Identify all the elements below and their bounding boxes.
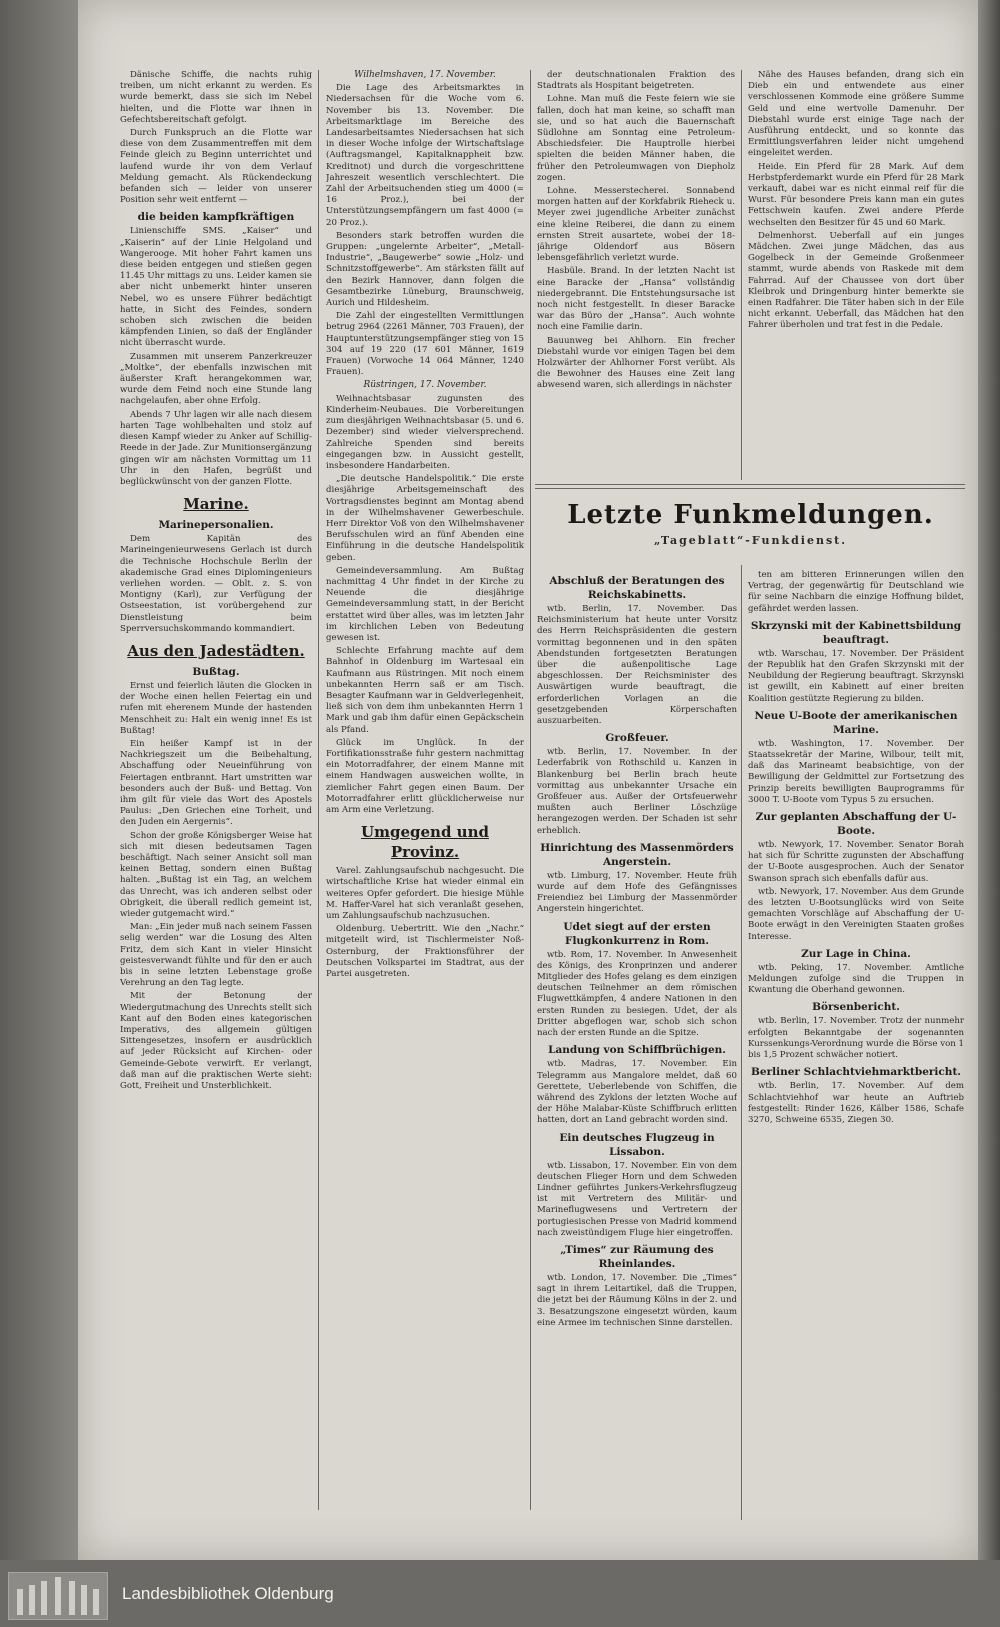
library-name[interactable]: Landesbibliothek Oldenburg: [122, 1584, 334, 1603]
paragraph: wtb. Newyork, 17. November. Aus dem Grunde des letzten U-Bootsunglücks wird von Seite gemachten Vorschläge auf Abschaffung der U-Boote erwägt in den Vereinigten Staaten großes Interesse.: [748, 886, 964, 942]
paragraph: Man: „Ein jeder muß nach seinem Fassen selig werden“ war die Losung des Alten Fritz, dem sich Kant in vieler Hinsicht geistesverwandt fühlte und für den er auch bis in seine letzten Lebenstage große Verehrung an den Tag legte.: [120, 922, 312, 989]
paragraph: Lohne. Messerstecherei. Sonnabend morgen hatten auf der Korkfabrik Rieheck u. Meyer zwei jugendliche Arbeiter zunächst eine kleine Reiberei, die dann zu einem ernsten Streit ausartete, wobei der 18-jährige Oldendorf aus Bösern lebensgefährlich verletzt wurde.: [537, 186, 735, 264]
paragraph: der deutschnationalen Fraktion des Stadtrats als Hospitant beigetreten.: [537, 70, 735, 92]
paragraph: Bauunweg bei Ahlhorn. Ein frecher Diebstahl wurde vor einigen Tagen bei dem Holzwärter der Ahlhorner Forst verübt. Als die Bewohner des Hauses eine Zeit lang abwesend waren, sich allerdings in nächster: [537, 335, 735, 391]
paragraph: wtb. Peking, 17. November. Amtliche Meldungen zufolge sind die Truppen in Kwantung die Oberhand gewonnen.: [748, 962, 964, 996]
paragraph: Die Lage des Arbeitsmarktes in Niedersachsen für die Woche vom 6. November bis 13. November. Die Arbeitsmarktlage im Bereiche des Landesarbeitsamtes Niedersachsen hat sich in dieser Woche infolge der Wirtschaftslage (Auftragsmangel, Kapitalknappheit bzw. Kreditnot) und durch die vorgeschrittene Jahreszeit wesentlich verschlechtert. Die Zahl der Arbeitsuchenden stieg um 4000 (= 16 Proz.), bei der Unterstützungsempfängern um fast 4000 (= 20 Proz.).: [326, 83, 524, 228]
subheading: Bußtag.: [192, 665, 240, 678]
paragraph: Heide. Ein Pferd für 28 Mark. Auf dem Herbstpferdemarkt wurde ein Pferd für 28 Mark verkauft, dabei war es nicht einmal reif für die Wurst. Für besondere Preis kann man ein gutes Fettschwein kaufen. Zwei andere Pferde wechselten den Besitzer für 45 und 60 Mark.: [748, 161, 964, 228]
paragraph: Zusammen mit unserem Panzerkreuzer „Moltke“, der ebenfalls inzwischen mit äußerster Kraft herangekommen war, wurde dem Feind noch eine Stunde lang nachgelaufen, aber ohne Erfolg.: [120, 351, 312, 407]
column-rule: [318, 70, 319, 1510]
paragraph: Besonders stark betroffen wurden die Gruppen: „ungelernte Arbeiter“, „Metall-Industrie“, „Baugewerbe“ sowie „Holz- und Schnitzstoffgewerbe“. Am stärksten fällt auf den Bezirk Hannover, dann folgen die Gesamtbezirke Lüneburg, Braunschweig, Aurich und Hildesheim.: [326, 230, 524, 309]
library-building-icon: [8, 1572, 108, 1620]
paragraph: wtb. London, 17. November. Die „Times“ sagt in ihrem Leitartikel, daß die Truppen, die jetzt bei der Räumung Kölns in der 2. und 3. Besatzungszone eingesetzt würden, kaum eine Armee im technischen Sinne darstellen.: [537, 1272, 737, 1328]
news-heading: Udet siegt auf der ersten Flugkonkurrenz in Rom.: [563, 920, 711, 947]
paragraph: Mit der Betonung der Wiedergutmachung des Unrechts stellt sich Kant auf den Boden eines kategorischen Imperativs, des allgemein gültigen Sittengesetzes, insofern er ausdrücklich auf jeder Rücksicht auf Kirchen- oder Gemeinde-Gebote verwirft. Er verlangt, daß man auf die praktischen Werte sieht: Gott, Freiheit und Unsterblichkeit.: [120, 991, 312, 1092]
news-heading: Abschluß der Beratungen des Reichskabinetts.: [549, 575, 725, 601]
paragraph: wtb. Newyork, 17. November. Senator Borah hat sich für Schritte zugunsten der Abschaffung der U-Boote ausgesprochen. Auch der Senator Swanson sprach sich ebenfalls dafür aus.: [748, 840, 964, 884]
paragraph: Nähe des Hauses befanden, drang sich ein Dieb ein und entwendete aus einer verschlossenen Kommode eine größere Summe Geld und eine wertvolle Damenuhr. Der Diebstahl wurde erst einige Tage nach der Ausführung entdeckt, und so konnte das Ermittlungsverfahren leider nicht umgehend eingeleitet werden.: [748, 70, 964, 159]
article-column-3: [537, 70, 735, 475]
news-heading: Börsenbericht.: [812, 1001, 900, 1014]
subheading: Marinepersonalien.: [158, 519, 274, 532]
news-heading: Zur geplanten Abschaffung der U-Boote.: [755, 811, 957, 838]
column-rule: [530, 70, 531, 1510]
funkmeldungen-heading: Letzte Funkmeldungen.: [567, 500, 934, 530]
paragraph: Die Zahl der eingestellten Vermittlungen betrug 2964 (2261 Männer, 703 Frauen), der Hauptunterstützungsempfänger stieg von 15 304 auf 19 220 (17 601 Männer, 1619 Frauen) (Vorwoche 14 064 Männer, 1240 Frauen).: [326, 311, 524, 378]
section-heading-jadestaedte: Aus den Jadestädten.: [127, 641, 305, 660]
paragraph: Schon der große Königsberger Weise hat sich mit diesen bedeutsamen Tagen beschäftigt. Nach seiner Ansicht soll man keinen Bettag, sondern einen Bußtag halten. „Bußtag ist ein Tag, an welchem das Unrecht, was ich anderen selbst oder Obrigkeit, die überall redlich gemeint ist, wieder gutgemacht wird.“: [120, 830, 312, 919]
news-heading: Berliner Schlachtviehmarktbericht.: [751, 1066, 961, 1079]
paragraph: wtb. Warschau, 17. November. Der Präsident der Republik hat den Grafen Skrzynski mit der Neubildung der Regierung beauftragt. Skrzynski ist gewillt, ein Kabinett auf einer breiten Koalition gestützte Regierung zu bilden.: [748, 648, 964, 704]
subheading: die beiden kampfkräftigen: [137, 211, 295, 224]
article-column-4: [748, 70, 964, 475]
paragraph: Hasbüle. Brand. In der letzten Nacht ist eine Baracke der „Hansa“ vollständig niedergebrannt. Die Entstehungsursache ist noch nicht festgestellt. In dieser Baracke war das Büro der „Hansa“. Auch wohnte noch eine Familie darin.: [537, 266, 735, 333]
paragraph: Durch Funkspruch an die Flotte war diese von dem Zusammentreffen mit dem Feinde gleich zu Beginn unterrichtet und laufend wurde ihr von dem Verlauf Meldung gemacht. Als Rückendeckung befanden sich — leider von unserer Position sehr weit entfernt —: [120, 128, 312, 206]
paragraph: wtb. Limburg, 17. November. Heute früh wurde auf dem Hofe des Gefängnisses Freiendiez bei Limburg der Massenmörder Angerstein hingerichtet.: [537, 870, 737, 915]
news-heading: Hinrichtung des Massenmörders Angerstein.: [540, 841, 734, 868]
news-column-4b: [748, 570, 964, 1520]
paragraph: Glück im Unglück. In der Fortifikationsstraße fuhr gestern nachmittag ein Motorradfahrer, der einem Manne mit einem Handwagen ausweichen wollte, in ziemlicher Fahrt gegen einen Baum. Der Motorradfahrer erlitt glücklicherweise nur am Arm eine Verletzung.: [326, 737, 524, 815]
column-rule: [741, 70, 742, 480]
paragraph: Ernst und feierlich läuten die Glocken in der Woche einen hellen Feiertag ein und rufen mit eherenem Munde der hastenden Menschheit zu: Halt ein wenig inne! Es ist Bußtag!: [120, 680, 312, 736]
paragraph: wtb. Berlin, 17. November. In der Lederfabrik von Rothschild u. Kanzen in Blankenburg bei Berlin brach heute vormittag aus unbekannter Ursache ein Großfeuer aus. Außer der Ortsfeuerwehr mußten auch Berliner Löschzüge herangezogen werden. Der Schaden ist sehr erheblich.: [537, 747, 737, 836]
paragraph: Lohne. Man muß die Feste feiern wie sie fallen, doch hat man keine, so schafft man sie, und so hat auch die Bauernschaft Südlohne am Sonntag eine Petroleum-Abschiedsfeier. Die Hauptrolle hierbei spielten die beiden Männer haben, die früher den Petroleumwagen von Diepholz zogen.: [537, 94, 735, 183]
paragraph: „Die deutsche Handelspolitik.“ Die erste diesjährige Arbeitsgemeinschaft des Vortragsdienstes beginnt am Montag abend in der Wilhelmshavener Gewerbeschule. Herr Direktor Voß von den Wilhelmshavener Berufsschulen wird an fünf Abenden eine Einführung in die deutsche Handelspolitik geben.: [326, 474, 524, 563]
paragraph: wtb. Madras, 17. November. Ein Telegramm aus Mangalore meldet, daß 60 Gerettete, Ueberlebende von Schiffen, die während des Zyklons der letzten Woche auf der Höhe Malabar-Küste Schiffbruch erlitten hatten, dort an Land gebracht worden sind.: [537, 1059, 737, 1126]
paragraph: wtb. Berlin, 17. November. Trotz der nunmehr erfolgten Bekanntgabe der sogenannten Kurssenkungs-Verordnung wurde die Börse von 1 bis 1,5 Prozent schwächer notiert.: [748, 1016, 964, 1061]
paragraph: Oldenburg. Uebertritt. Wie den „Nachr.“ mitgeteilt wird, ist Tischlermeister Noß-Osternburg, der Fraktionsführer der Deutschen Volkspartei im Stadtrat, aus der Partei ausgetreten.: [326, 924, 524, 980]
paragraph: wtb. Lissabon, 17. November. Ein von dem deutschen Flieger Horn und dem Schweden Lindner geführtes Junkers-Verkehrsflugzeug ist mit Vertretern des Militär- und Marineflugwesens und Vertretern der portugiesischen Presse von Madrid kommend nach zweistündigem Fluge hier eingetroffen.: [537, 1160, 737, 1238]
news-heading: Großfeuer.: [605, 732, 669, 745]
news-heading: „Times“ zur Räumung des Rheinlandes.: [560, 1243, 714, 1270]
library-footer: [0, 1560, 1000, 1627]
paragraph: Ein heißer Kampf ist in der Nachkriegszeit um die Beibehaltung, Abschaffung oder Neueinführung von Feiertagen entbrannt. Hart umstritten war besonders auch der Buß- und Bettag. Von ihm gilt für viele das Wort des Apostels Paulus: „Den Griechen eine Torheit, und den Juden ein Aergernis“.: [120, 738, 312, 828]
dateline: Rüstringen, 17. November.: [363, 380, 487, 391]
section-heading-marine: Marine.: [183, 495, 249, 514]
news-column-3b: [537, 570, 737, 1520]
news-heading: Neue U-Boote der amerikanischen Marine.: [754, 709, 958, 736]
paragraph: wtb. Berlin, 17. November. Auf dem Schlachtviehhof war heute an Auftrieb festgestellt: Rinder 1626, Kälber 1586, Schafe 3270, Schweine 6535, Ziegen 30.: [748, 1081, 964, 1125]
section-rule: [535, 484, 965, 485]
paragraph: Linienschiffe SMS. „Kaiser“ und „Kaiserin“ auf der Linie Helgoland und Wangerooge. Mit hoher Fahrt kamen uns diese beiden entgegen und stießen gegen 11.45 Uhr mittags zu uns. Leider kamen sie aber nicht unbemerkt hinter unseren Nebel, wo es unsere Führer bedächtigt hatte, in Sicht des Feindes, sondern schoben sich zwischen die beiden kämpfenden Linien, so daß der Engländer nicht überrascht wurde.: [120, 226, 312, 349]
paragraph: Schlechte Erfahrung machte auf dem Bahnhof in Oldenburg im Wartesaal ein Kaufmann aus Rüstringen. Mit noch einem unbekannten Herrn saß er am Tisch. Besagter Kaufmann war in Geldverlegenheit, ließ sich von dem ihm unbekannten Herrn 1 Mark und gab ihm dafür einen Gepäckschein als Pfand.: [326, 646, 524, 735]
news-heading: Skrzynski mit der Kabinettsbildung beauftragt.: [750, 619, 962, 646]
paragraph: wtb. Rom, 17. November. In Anwesenheit des Königs, des Kronprinzen und anderer Mitglieder des Hofes gelang es dem einzigen deutschen Teilnehmer an dem römischen Flugwettkämpfen, 4 andere Nationen in den ersten Runden zu besiegen. Udet, der als Dritter abgeflogen war, schob sich schon nach der ersten Runde an die Spitze.: [537, 949, 737, 1039]
paragraph: Weihnachtsbasar zugunsten des Kinderheim-Neubaues. Die Vorbereitungen zum diesjährigen Weihnachtsbasar (5. und 6. Dezember) sind wieder vielversprechend. Zahlreiche Spenden sind bereits eingegangen bzw. in Aussicht gestellt, insbesondere Handarbeiten.: [326, 393, 524, 471]
funkdienst-subheading: „Tageblatt“-Funkdienst.: [653, 534, 848, 547]
paragraph: Varel. Zahlungsaufschub nachgesucht. Die wirtschaftliche Krise hat wieder einmal ein weiteres Opfer gefordert. Die hiesige Mühle M. Haffer-Varel hat sich veranlaßt gesehen, um Zahlungsaufschub nachzusuchen.: [326, 866, 524, 922]
paragraph: Gemeindeversammlung. Am Bußtag nachmittag 4 Uhr findet in der Kirche zu Neuende die diesjährige Gemeindeversammlung statt, in der Bericht erstattet wird über alles, was im letzten Jahr im kirchlichen Leben von Bedeutung gewesen ist.: [326, 565, 524, 643]
section-heading-umgegend: Umgegend und Provinz.: [361, 823, 489, 862]
paragraph: Dänische Schiffe, die nachts ruhig treiben, um nicht erkannt zu werden. Es wurde bemerkt, dass sie sich im Nebel hielten, und die Flotte war ihnen in Gefechtsbereitschaft gefolgt.: [120, 70, 312, 125]
column-rule: [741, 565, 742, 1520]
news-heading: Zur Lage in China.: [801, 947, 911, 960]
book-edge-left: [0, 0, 78, 1560]
paragraph: Delmenhorst. Ueberfall auf ein junges Mädchen. Zwei junge Mädchen, das aus Gogelbeck in der Gemeinde Großenmeer stammt, wurde abends von Raskede mit dem Fahrrad. Auf der Chaussee von dort über Kleibrok und Dringenburg hinter bemerkte sie einen Radfahrer. Die Täter haben sich in der Eile nicht erkannt. Ueberfall, das Mädchen hat den Fahrer überholen und trat fest in die Pedale.: [748, 230, 964, 331]
paragraph: Abends 7 Uhr lagen wir alle nach diesem harten Tage wohlbehalten und stolz auf diesen Kampf wieder zu Anker auf Schillig-Reede in der Jade. Zur Munitionsergänzung gingen wir am nächsten Vormittag um 11 Uhr in den Hafen, begrüßt und beglückwünscht von der ganzen Flotte.: [120, 409, 312, 487]
dateline: Wilhelmshaven, 17. November.: [354, 70, 496, 80]
section-rule: [535, 488, 965, 489]
paragraph: ten am bitteren Erinnerungen willen den Vertrag, der gegenwärtig für Deutschland wie für seine Nachbarn die einzige Hoffnung bildet, gefährdet werden lassen.: [748, 570, 964, 614]
paragraph: Dem Kapitän des Marineingenieurwesens Gerlach ist durch die Technische Hochschule Berlin der akademische Grad eines Diplomingenieurs verliehen worden. — Oblt. z. S. von Montigny (Karl), zur Verfügung der Ostseestation, ist vorübergehend zur Dienstleistung beim Sperrversuchskommando kommandiert.: [120, 534, 312, 634]
news-heading: Ein deutsches Flugzeug in Lissabon.: [559, 1131, 715, 1158]
news-heading: Landung von Schiffbrüchigen.: [548, 1044, 726, 1057]
article-column-2: [326, 70, 524, 1490]
article-column-1: [120, 70, 312, 1490]
paragraph: wtb. Washington, 17. November. Der Staatssekretär der Marine, Wilbour, teilt mit, daß das Marineamt beabsichtige, von der Bewilligung der Geldmittel zur Fortsetzung des Prinzip bereits bewilligten Bauprogramms für 3000 T. U-Boote vom Typus 5 zu ersuchen.: [748, 738, 964, 805]
paragraph: wtb. Berlin, 17. November. Das Reichsministerium hat heute unter Vorsitz des Herrn Reichspräsidenten die gestern vormittag begonnenen und in den späten Abendstunden fortgesetzten Beratungen über die außenpolitische Lage abgeschlossen. Der Reichsminister des Auswärtigen wurde beauftragt, die erforderlichen Vorlagen an die gesetzgebenden Körperschaften auszuarbeiten.: [537, 604, 737, 727]
